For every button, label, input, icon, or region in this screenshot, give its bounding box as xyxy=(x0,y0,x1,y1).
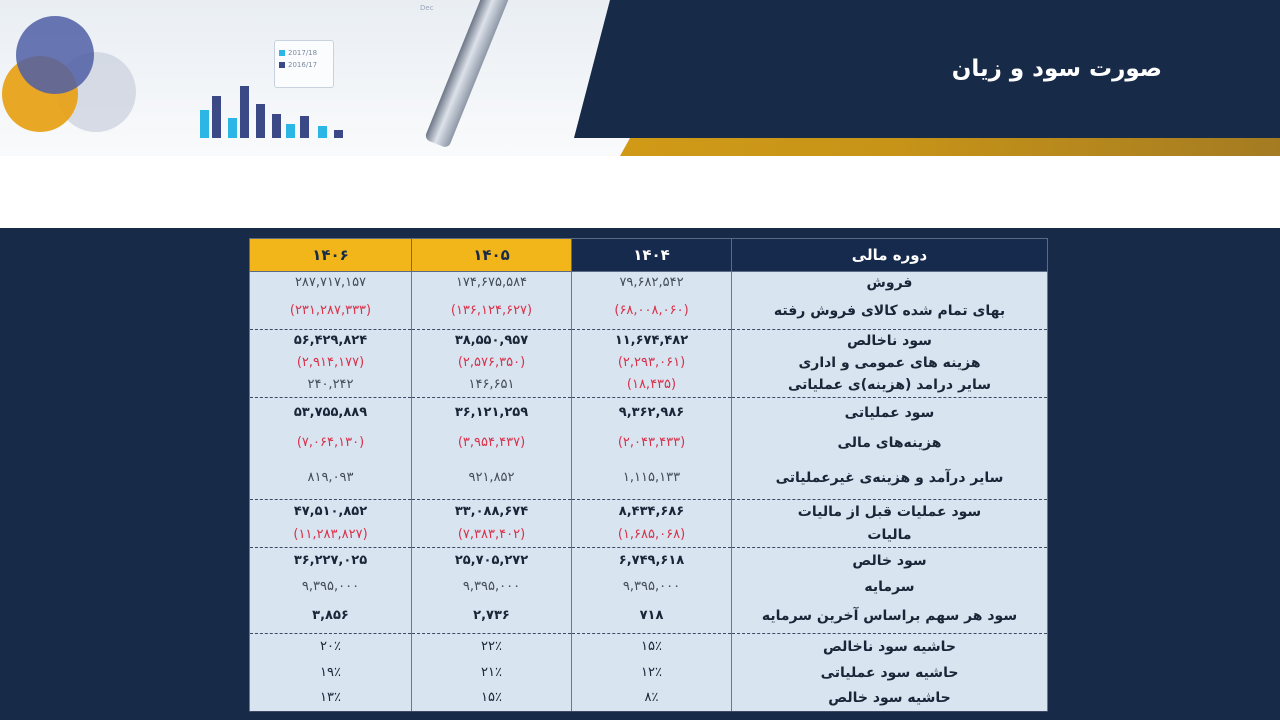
value-cell-1406: ۱۳٪ xyxy=(250,686,412,712)
legend-dot-2 xyxy=(279,62,285,68)
table-row xyxy=(250,272,1048,294)
value-cell-1404: (۲,۲۹۳,۰۶۱) xyxy=(572,352,732,374)
table-row xyxy=(250,600,1048,634)
value-cell-1406: ۲۸۷,۷۱۷,۱۵۷ xyxy=(250,272,412,294)
row-label: حاشیه سود خالص xyxy=(732,686,1048,712)
header-1404: ۱۴۰۴ xyxy=(572,239,732,272)
value-cell-1406: ۸۱۹,۰۹۳ xyxy=(250,458,412,500)
value-cell-1404: ۷۹,۶۸۲,۵۴۲ xyxy=(572,272,732,294)
header-1406: ۱۴۰۶ xyxy=(250,239,412,272)
pen-decor xyxy=(424,0,512,149)
value-cell-1404: (۱,۶۸۵,۰۶۸) xyxy=(572,524,732,548)
row-label: حاشیه سود عملیاتی xyxy=(732,660,1048,686)
value-cell-1405: ۲,۷۳۶ xyxy=(412,600,572,634)
row-label: بهای تمام شده کالای فروش رفته xyxy=(732,294,1048,330)
tooltip-line-1: 2017/18 xyxy=(288,49,318,57)
row-label: هزینه های عمومی و اداری xyxy=(732,352,1048,374)
value-cell-1406: ۱۹٪ xyxy=(250,660,412,686)
value-cell-1406: ۳,۸۵۶ xyxy=(250,600,412,634)
value-cell-1404: ۱۱,۶۷۴,۴۸۲ xyxy=(572,330,732,352)
value-cell-1404: ۸٪ xyxy=(572,686,732,712)
value-cell-1406: ۹,۳۹۵,۰۰۰ xyxy=(250,574,412,600)
value-cell-1404: ۶,۷۴۹,۶۱۸ xyxy=(572,548,732,574)
row-label: سرمایه xyxy=(732,574,1048,600)
photo-bar-5 xyxy=(256,104,265,138)
value-cell-1405: (۱۳۶,۱۲۴,۶۲۷) xyxy=(412,294,572,330)
value-cell-1404: (۱۸,۴۳۵) xyxy=(572,374,732,398)
table-row xyxy=(250,524,1048,548)
table-row xyxy=(250,330,1048,352)
value-cell-1405: (۲,۵۷۶,۳۵۰) xyxy=(412,352,572,374)
value-cell-1405: ۹,۳۹۵,۰۰۰ xyxy=(412,574,572,600)
white-band xyxy=(0,156,1280,228)
value-cell-1406: ۲۰٪ xyxy=(250,634,412,660)
value-cell-1405: ۱۵٪ xyxy=(412,686,572,712)
photo-bar-6 xyxy=(272,114,281,138)
tooltip-line-2: 2016/17 xyxy=(288,61,318,69)
value-cell-1405: ۱۷۴,۶۷۵,۵۸۴ xyxy=(412,272,572,294)
value-cell-1405: ۳۶,۱۲۱,۲۵۹ xyxy=(412,398,572,428)
income-statement-table xyxy=(250,238,1048,712)
table-row xyxy=(250,398,1048,428)
table-header-row xyxy=(250,239,1048,272)
row-label: سایر درامد (هزینه)ی عملیاتی xyxy=(732,374,1048,398)
value-cell-1406: (۲,۹۱۴,۱۷۷) xyxy=(250,352,412,374)
header-banner xyxy=(0,0,1280,228)
photo-bar-4 xyxy=(240,86,249,138)
value-cell-1405: (۳,۹۵۴,۴۳۷) xyxy=(412,428,572,458)
photo-bar-10 xyxy=(334,130,343,138)
value-cell-1405: ۹۲۱,۸۵۲ xyxy=(412,458,572,500)
value-cell-1404: (۶۸,۰۰۸,۰۶۰) xyxy=(572,294,732,330)
photo-bar-7 xyxy=(286,124,295,138)
value-cell-1404: ۱۲٪ xyxy=(572,660,732,686)
row-label: حاشیه سود ناخالص xyxy=(732,634,1048,660)
value-cell-1404: ۷۱۸ xyxy=(572,600,732,634)
page-title: صورت سود و زیان xyxy=(951,56,1162,82)
table-row xyxy=(250,428,1048,458)
photo-bar-1 xyxy=(200,110,209,138)
value-cell-1405: ۲۲٪ xyxy=(412,634,572,660)
row-label: مالیات xyxy=(732,524,1048,548)
value-cell-1405: ۱۴۶,۶۵۱ xyxy=(412,374,572,398)
legend-dot-1 xyxy=(279,50,285,56)
value-cell-1404: ۱,۱۱۵,۱۳۳ xyxy=(572,458,732,500)
row-label: سود عملیاتی xyxy=(732,398,1048,428)
value-cell-1406: ۴۷,۵۱۰,۸۵۲ xyxy=(250,500,412,524)
value-cell-1406: (۷,۰۶۴,۱۳۰) xyxy=(250,428,412,458)
photo-tooltip xyxy=(274,40,334,88)
value-cell-1406: (۲۳۱,۲۸۷,۳۳۳) xyxy=(250,294,412,330)
row-label: سود عملیات قبل از مالیات xyxy=(732,500,1048,524)
table-row xyxy=(250,352,1048,374)
value-cell-1404: ۱۵٪ xyxy=(572,634,732,660)
table-row xyxy=(250,500,1048,524)
table-row xyxy=(250,660,1048,686)
photo-bar-9 xyxy=(318,126,327,138)
value-cell-1405: ۲۱٪ xyxy=(412,660,572,686)
value-cell-1405: ۲۵,۷۰۵,۲۷۲ xyxy=(412,548,572,574)
value-cell-1405: (۷,۳۸۳,۴۰۲) xyxy=(412,524,572,548)
value-cell-1406: (۱۱,۲۸۳,۸۲۷) xyxy=(250,524,412,548)
row-label: سود هر سهم براساس آخرین سرمایه xyxy=(732,600,1048,634)
row-label: فروش xyxy=(732,272,1048,294)
photo-bar-2 xyxy=(212,96,221,138)
table-row xyxy=(250,294,1048,330)
value-cell-1404: ۹,۳۶۲,۹۸۶ xyxy=(572,398,732,428)
row-label: هزینه‌های مالی xyxy=(732,428,1048,458)
row-label: سود خالص xyxy=(732,548,1048,574)
row-label: سایر درآمد و هزینه‌ی غیرعملیاتی xyxy=(732,458,1048,500)
table-row xyxy=(250,686,1048,712)
value-cell-1406: ۲۴۰,۲۴۲ xyxy=(250,374,412,398)
photo-bar-8 xyxy=(300,116,309,138)
header-1405: ۱۴۰۵ xyxy=(412,239,572,272)
value-cell-1405: ۳۸,۵۵۰,۹۵۷ xyxy=(412,330,572,352)
value-cell-1406: ۳۶,۲۲۷,۰۲۵ xyxy=(250,548,412,574)
value-cell-1406: ۵۳,۷۵۵,۸۸۹ xyxy=(250,398,412,428)
value-cell-1404: ۸,۴۳۴,۶۸۶ xyxy=(572,500,732,524)
table-row xyxy=(250,374,1048,398)
table-row xyxy=(250,548,1048,574)
row-label: سود ناخالص xyxy=(732,330,1048,352)
photo-bar-3 xyxy=(228,118,237,138)
value-cell-1405: ۳۳,۰۸۸,۶۷۴ xyxy=(412,500,572,524)
table-row xyxy=(250,458,1048,500)
value-cell-1404: ۹,۳۹۵,۰۰۰ xyxy=(572,574,732,600)
table-row xyxy=(250,574,1048,600)
photo-label: Dec xyxy=(420,4,434,12)
table-row xyxy=(250,634,1048,660)
decor-circle-blue xyxy=(16,16,94,94)
value-cell-1406: ۵۶,۴۲۹,۸۲۴ xyxy=(250,330,412,352)
header-period: دوره مالی xyxy=(732,239,1048,272)
value-cell-1404: (۲,۰۴۳,۴۳۳) xyxy=(572,428,732,458)
